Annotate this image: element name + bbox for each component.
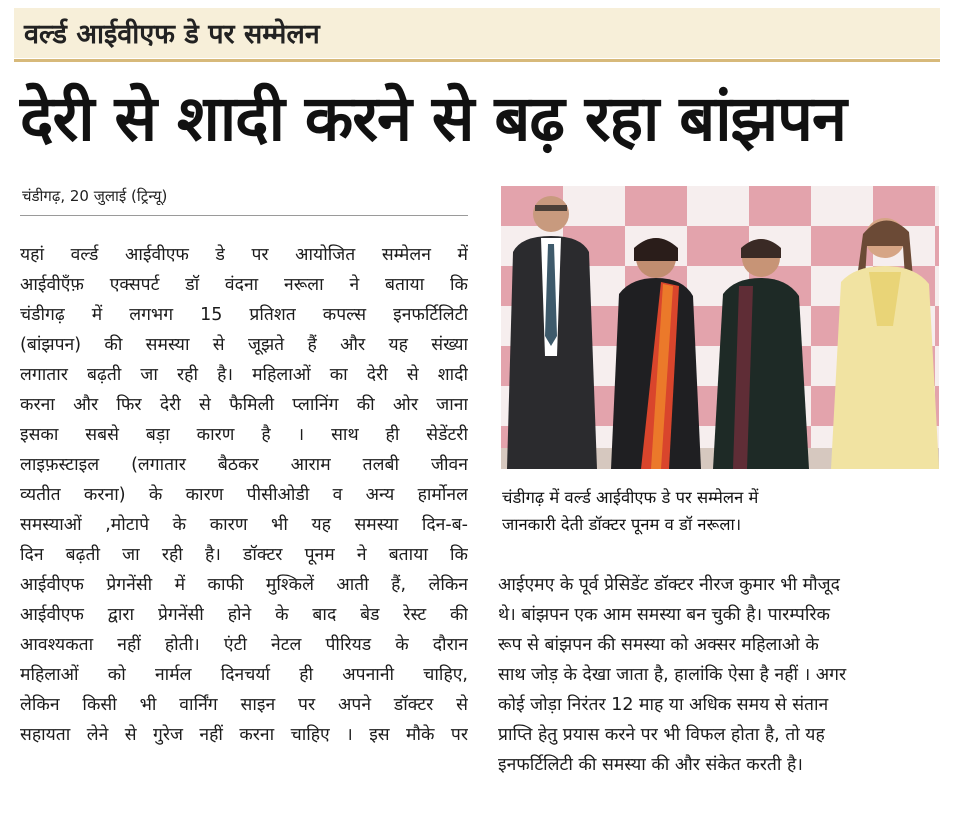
dateline: चंडीगढ़, 20 जुलाई (ट्रिन्यू) [22, 187, 168, 205]
news-photo [501, 186, 939, 469]
body-line: थे। बांझपन एक आम समस्या बन चुकी है। पारम्परिक [498, 605, 830, 625]
photo-caption [502, 484, 942, 538]
body-line: आईवीएफ द्वारा प्रेगनेंसी होने के बाद बेड रेस्ट की [20, 605, 468, 625]
backdrop-tile [687, 226, 749, 266]
backdrop-tile [687, 186, 749, 226]
dateline-rule [20, 215, 468, 216]
photo-illustration [501, 186, 939, 469]
body-line: लगातार बढ़ती जा रही है। महिलाओं का देरी से शादी [20, 365, 468, 385]
body-line: करना और फिर देरी से फैमिली प्लानिंग की ओर जाना [20, 395, 468, 415]
body-line: साथ जोड़ के देखा जाता है, हालांकि ऐसा है नहीं । अगर [498, 665, 847, 685]
backdrop-tile [935, 226, 939, 266]
body-line: (बांझपन) की समस्या से जूझते हैं और यह संख्या [20, 335, 468, 355]
backdrop-tile [935, 266, 939, 306]
body-line: आईवीएफ प्रेगनेंसी में काफी मुश्किलें आती हैं, लेकिन [20, 575, 468, 595]
body-line: इनफर्टिलिटी की समस्या की और संकेत करती है। [498, 755, 803, 775]
caption-line: चंडीगढ़ में वर्ल्ड आईवीएफ डे पर सम्मेलन में [502, 488, 759, 507]
body-line: सहायता लेने से गुरेज नहीं करना चाहिए । इस मौके पर [20, 725, 468, 745]
body-line: लेकिन किसी भी वार्निंग साइन पर अपने डॉक्टर से [20, 695, 468, 715]
backdrop-tile [811, 186, 873, 226]
body-line: प्राप्ति हेतु प्रयास करने पर भी विफल होता है, तो यह [498, 725, 825, 745]
body-line: दिन बढ़ती जा रही है। डॉक्टर पूनम ने बताया कि [20, 545, 468, 565]
body-line: आईवीएँफ़ एक्सपर्ट डॉ वंदना नरूला ने बताया कि [20, 275, 468, 295]
kicker-band [14, 8, 940, 58]
backdrop-tile [935, 346, 939, 386]
kicker-rule [14, 59, 940, 62]
body-line: आईएमए के पूर्व प्रेसिडेंट डॉक्टर नीरज कुमार भी मौजूद [498, 575, 840, 595]
body-line: चंडीगढ़ में लगभग 15 प्रतिशत कपल्स इनफर्टिलिटी [20, 305, 468, 325]
backdrop-tile [563, 186, 625, 226]
body-line: व्यतीत करना) के कारण पीसीओडी व अन्य हार्मोनल [20, 485, 468, 505]
article-body-right [498, 570, 942, 780]
backdrop-tile [935, 306, 939, 346]
body-line: महिलाओं को नार्मल दिनचर्या ही अपनानी चाहिए, [20, 665, 468, 685]
body-line: समस्याओं ,मोटापे के कारण भी यह समस्या दिन-ब- [20, 515, 468, 535]
body-line: यहां वर्ल्ड आईवीएफ डे पर आयोजित सम्मेलन में [20, 245, 468, 265]
body-line: कोई जोड़ा निरंतर 12 माह या अधिक समय से संतान [498, 695, 829, 715]
backdrop-tile [749, 186, 811, 226]
body-line: लाइफ़स्टाइल (लगातार बैठकर आराम तलबी जीवन [20, 455, 468, 475]
body-line: आवश्यकता नहीं होती। एंटी नेटल पीरियड के दौरान [20, 635, 468, 655]
backdrop-tile [625, 186, 687, 226]
backdrop-tile [935, 186, 939, 226]
kicker: वर्ल्ड आईवीएफ डे पर सम्मेलन [24, 19, 320, 50]
body-line: रूप से बांझपन की समस्या को अक्सर महिलाओ के [498, 635, 819, 655]
article-body-left [20, 240, 468, 750]
headline: देरी से शादी करने से बढ़ रहा बांझपन [20, 82, 846, 155]
body-line: इसका सबसे बड़ा कारण है । साथ ही सेडेंटरी [20, 425, 468, 445]
caption-line: जानकारी देती डॉक्टर पूनम व डॉ नरूला। [502, 515, 742, 534]
